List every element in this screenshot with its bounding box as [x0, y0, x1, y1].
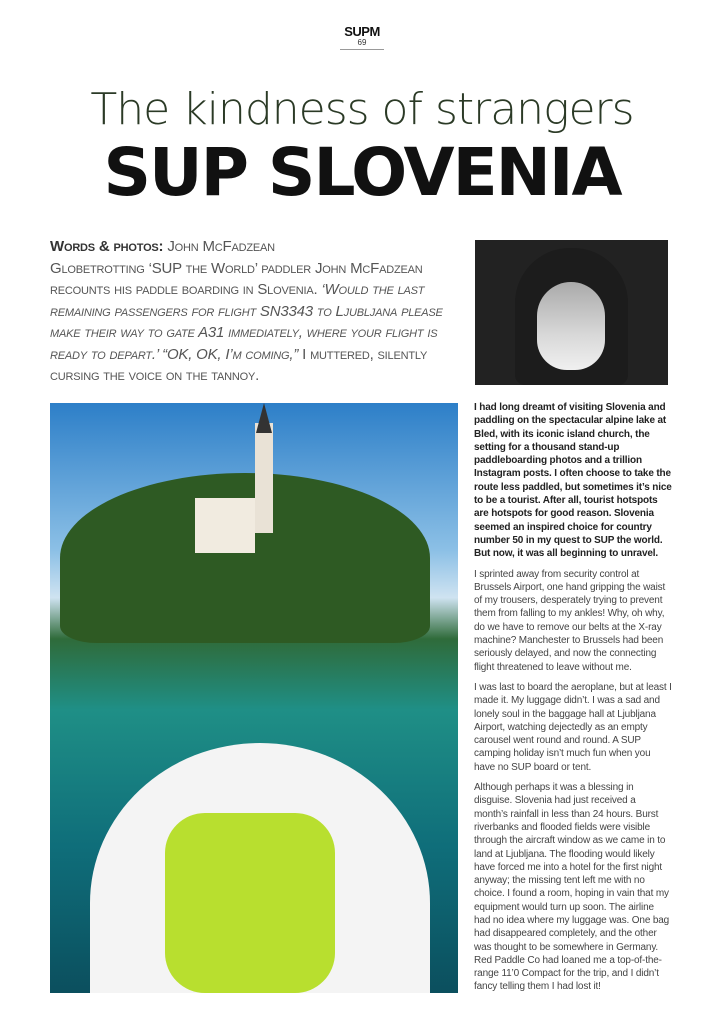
author-portrait-photo	[475, 240, 668, 385]
headline-kicker: The kindness of strangers	[90, 84, 634, 135]
divider	[340, 49, 384, 50]
page-number: 69	[357, 38, 367, 47]
lake-bled-photo	[50, 403, 458, 993]
standfirst	[50, 236, 470, 387]
byline-label: Words & photos:	[50, 238, 164, 255]
photo-tower	[255, 423, 273, 533]
body-paragraph: I sprinted away from security control at Brussels Airport, one hand gripping the waist of my trousers, desperately trying to prevent them from falling to my ankles! Why, oh why, do we have to remove our belts at the X-ray machine? Manchester to Brussels had been seriously delayed, and now the connecting flight threatened to leave without me.	[474, 568, 666, 673]
body-paragraph: Although perhaps it was a blessing in disguise. Slovenia had just received a month’s rainfall in less than 24 hours. Burst riverbanks and flooded fields were visible through the aircraft window as we came in to land at Ljubljana. The flooding would likely have forced me into a hotel for the first night anyway; the missing tent left me with no choice. I found a room, hoping in vain that my equipment would turn up soon. The airline had no idea where my luggage was. One bag had disappeared completely, and the other was thought to be somewhere in Germany. Red Paddle Co had loaned me a top-of-the-range 11’0 Compact for the trip, and I didn’t fancy telling them I had lost it!	[474, 782, 670, 993]
headline-title: SUP SLOVENIA	[103, 134, 621, 211]
photo-church	[195, 498, 255, 553]
photo-spire	[256, 403, 272, 433]
byline-author: John McFadzean	[167, 238, 275, 255]
standfirst-quote: ‘Would the last remaining passengers for flight SN3343 to Ljubljana please make their way to gate A31 immediately, where your flight is ready to depart.’ “OK, OK, I’m coming,”	[50, 281, 443, 363]
magazine-logo: SUPM	[344, 24, 380, 39]
portrait-face	[537, 282, 605, 370]
standfirst-tail: I muttered, silently cursing the voice on the tannoy.	[50, 345, 428, 384]
body-paragraph: I was last to board the aeroplane, but at least I made it. My luggage didn’t. I was a sad and lonely soul in the baggage hall at Ljubljana Airport, watching dejectedly as an empty carousel went round and round. A SUP camping holiday isn’t much fun when you have no SUP board or tent.	[474, 681, 672, 773]
photo-drybag	[165, 813, 335, 993]
body-paragraph: I had long dreamt of visiting Slovenia and paddling on the spectacular alpine lake at Bled, with its iconic island church, the setting for a thousand stand-up paddleboarding photos and a trillion Instagram posts. I often choose to take the route less paddled, but sometimes it’s nice to be a tourist. After all, tourist hotspots are hotspots for good reason. Slovenia seemed an inspired choice for country number 50 in my quest to SUP the world. But now, it was all beginning to unravel.	[474, 402, 672, 560]
standfirst-intro: Globetrotting ‘SUP the World’ paddler John McFadzean recounts his paddle boarding in Slovenia.	[50, 259, 423, 298]
article-body	[474, 401, 672, 1001]
